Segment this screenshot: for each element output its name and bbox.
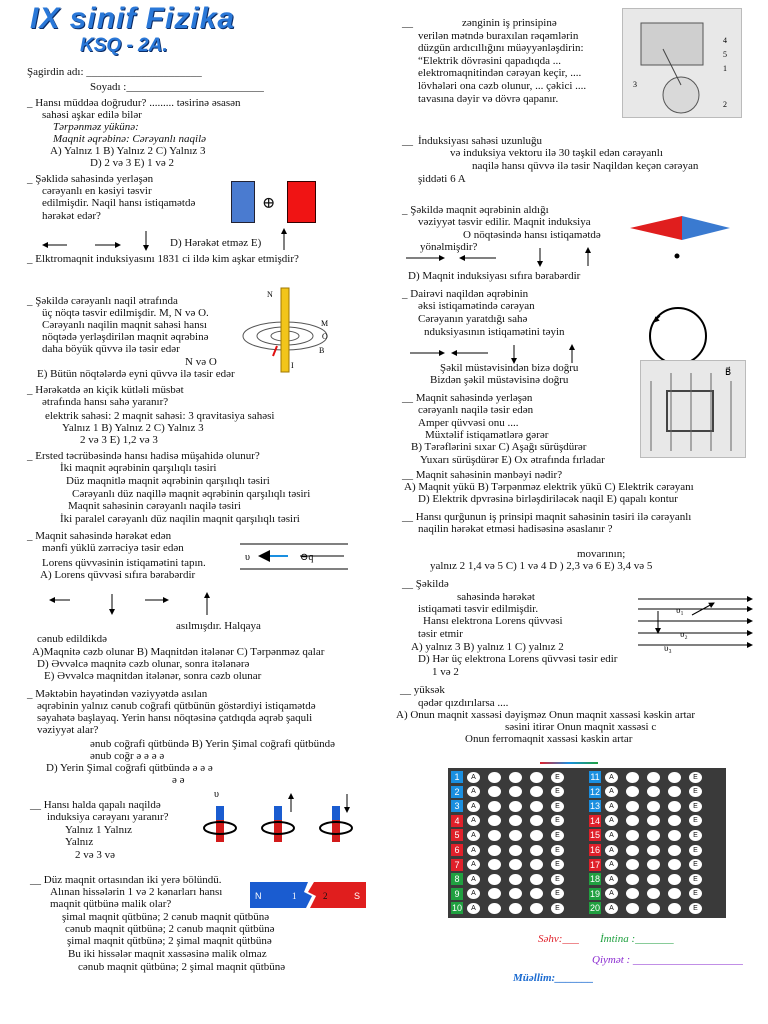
answer-number: 20 — [589, 903, 600, 914]
q1-text: _ Hansı müddəa doğrudur? ......... təsirinə əsasən — [27, 97, 241, 109]
q4-text: Cərəyanlı naqilin maqnit sahəsi hansı — [42, 319, 207, 331]
q18-answers: yalnız 2 1,4 və 5 C) 1 və 4 D ) 2,3 və 6 E) 3,4 və 5 — [430, 560, 653, 572]
muellim-label: Müəllim:_______ — [513, 972, 594, 984]
answer-bubble[interactable]: E — [551, 772, 564, 783]
q15-text: əksi istiqamətində cərəyan — [418, 300, 535, 312]
q13-text: şiddəti 6 A — [418, 173, 466, 185]
answer-bubble[interactable] — [668, 903, 681, 914]
split-magnet — [250, 882, 368, 908]
worksheet-title: IX sinif Fizika — [30, 2, 236, 35]
answer-bubble[interactable] — [647, 845, 660, 856]
answer-bubble[interactable]: E — [551, 888, 564, 899]
svg-text:1: 1 — [723, 64, 727, 73]
q13-text: və induksiya vektoru ilə 30 təşkil edən cərəyanlı — [450, 147, 663, 159]
q18-text: movarının; — [577, 548, 626, 560]
answer-bubble[interactable]: A — [467, 801, 480, 812]
q4-answer: E) Bütün nöqtələrdə eyni qüvvə ilə təsir edər — [37, 368, 235, 380]
compass-needle — [630, 212, 730, 262]
answer-bubble[interactable]: A — [467, 859, 480, 870]
answer-bubble[interactable]: E — [551, 801, 564, 812]
q16-text: cərəyanlı naqilə təsir edən — [418, 404, 534, 416]
answer-number: 8 — [451, 873, 463, 885]
answer-bubble[interactable]: E — [689, 830, 702, 841]
answer-bubble[interactable] — [668, 772, 681, 783]
answer-bubble[interactable] — [626, 874, 639, 885]
answer-bubble[interactable] — [530, 845, 543, 856]
svg-text:υ: υ — [245, 552, 250, 563]
answer-bubble[interactable] — [488, 830, 501, 841]
magnet-blue — [231, 181, 255, 223]
answer-bubble[interactable]: E — [689, 859, 702, 870]
q1-answers: A) Yalnız 1 B) Yalnız 2 C) Yalnız 3 — [50, 145, 206, 157]
q12-text: elektromaqnitindən cərəyan keçir, .... — [418, 67, 582, 79]
answer-bubble[interactable] — [509, 801, 522, 812]
q16-answers: Yuxarı sürüşdürər E) Ox ətrafında fırladar — [420, 454, 605, 466]
q19-text: sahəsində hərəkət — [457, 591, 535, 603]
q20-answers: səsini itirər Onun maqnit xassəsi c — [505, 721, 657, 733]
answer-bubble[interactable]: E — [551, 830, 564, 841]
answer-bubble[interactable] — [488, 815, 501, 826]
q20-text: qədər qızdırılarsa .... — [418, 697, 509, 709]
q7-answer: A) Lorens qüvvəsi sıfıra bərabərdir — [40, 569, 196, 581]
answer-bubble[interactable] — [488, 845, 501, 856]
q2-text: _ Şəklidə sahəsində yerləşən — [27, 173, 154, 185]
answer-number: 4 — [451, 815, 463, 827]
answer-number: 12 — [589, 786, 600, 797]
q11-option: cənub maqnit qütbünə; 2 cənub maqnit qütbünə — [65, 923, 275, 935]
q11-text: __ Düz maqnit ortasından iki yerə bölündü. — [30, 874, 222, 886]
bell-photo — [622, 8, 742, 118]
q6-option: Düz maqnitlə maqnit əqrəbinin qarşılıqlı təsiri — [66, 475, 270, 487]
answer-bubble[interactable]: A — [605, 874, 618, 885]
q20-answers: Onun ferromaqnit xassəsi kəskin artar — [465, 733, 633, 745]
q19-text: __ Şəkildə — [402, 578, 449, 590]
answer-bubble[interactable]: E — [689, 903, 702, 914]
q18-text: __ Hansı qurğunun iş prinsipi maqnit sahəsinin təsiri ilə cərəyanlı — [402, 511, 692, 523]
q16-text: Amper qüvvəsi onu .... — [418, 417, 519, 429]
answer-bubble[interactable] — [530, 903, 543, 914]
answer-number: 13 — [589, 801, 600, 812]
answer-bubble[interactable]: E — [689, 888, 702, 899]
answer-bubble[interactable] — [509, 815, 522, 826]
answer-bubble[interactable] — [488, 772, 501, 783]
answer-bubble[interactable]: E — [551, 859, 564, 870]
q12-text: lövhələri ona cəzb olunur, ... çəkici .... — [418, 80, 587, 92]
answer-bubble[interactable] — [488, 888, 501, 899]
q15-text: Cərəyanın yaratdığı sahə — [418, 313, 528, 325]
answer-bubble[interactable] — [647, 830, 660, 841]
answer-bubble[interactable] — [626, 903, 639, 914]
answer-bubble[interactable] — [488, 859, 501, 870]
q15-arrows — [408, 343, 588, 365]
svg-text:υ₃: υ₃ — [664, 643, 672, 653]
answer-number: 6 — [451, 844, 463, 856]
student-name-label: Şagirdin adı: _____________________ — [27, 66, 202, 78]
q14-text: vəziyyət təsvir edilir. Maqnit induksiya — [418, 216, 591, 228]
answer-bubble[interactable] — [626, 845, 639, 856]
svg-text:2: 2 — [723, 100, 727, 109]
q5-answers: Yalnız 1 B) Yalnız 2 C) Yalnız 3 — [62, 422, 204, 434]
answer-bubble[interactable] — [488, 903, 501, 914]
q19-text: istiqaməti təsvir edilmişdir. — [418, 603, 539, 615]
answer-bubble[interactable] — [509, 772, 522, 783]
answer-number: 17 — [589, 859, 600, 870]
answer-bubble[interactable] — [530, 786, 543, 797]
answer-bubble[interactable] — [530, 815, 543, 826]
svg-text:N: N — [267, 290, 273, 299]
answer-bubble[interactable] — [626, 815, 639, 826]
q16-option: Müxtəlif istiqamətlərə gərər — [425, 429, 549, 441]
q10-text: __ Hansı halda qapalı naqildə — [30, 799, 161, 811]
q9-answers: ənub coğrafi qütbündə B) Yerin Şimal coğrafi qütbündə — [90, 738, 336, 750]
current-wire-diagram — [237, 284, 347, 374]
sehv-label: Səhv:___ — [538, 933, 579, 945]
answer-bubble[interactable]: A — [605, 888, 618, 899]
q11-option: şimal maqnit qütbünə; 2 şimal maqnit qütbünə — [67, 935, 272, 947]
answer-bubble[interactable]: A — [467, 772, 480, 783]
answer-bubble[interactable] — [647, 859, 660, 870]
answer-bubble[interactable]: A — [467, 874, 480, 885]
q9-text: əqrəbinin yalnız cənub coğrafi qütbünün göstərdiyi istiqamətdə — [37, 700, 316, 712]
q9-answers: ənub coğr ə ə ə ə — [90, 750, 165, 762]
answer-bubble[interactable] — [668, 874, 681, 885]
q16-text: __ Maqnit sahəsində yerləşən — [402, 392, 533, 404]
q14-text: _ Şəkildə maqnit əqrəbinin aldığı — [402, 204, 549, 216]
q6-option: Maqnit sahəsinin cərəyanlı naqilə təsiri — [68, 500, 241, 512]
answer-bubble[interactable] — [668, 888, 681, 899]
answer-bubble[interactable]: A — [605, 801, 618, 812]
answer-bubble[interactable]: E — [689, 815, 702, 826]
answer-bubble[interactable]: A — [605, 830, 618, 841]
svg-text:M: M — [321, 319, 329, 328]
answer-number: 19 — [589, 888, 600, 899]
q4-text: _ Şəkildə cərəyanlı naqil ətrafında — [27, 295, 178, 307]
answer-sheet — [448, 768, 726, 918]
answer-bubble[interactable]: A — [605, 903, 618, 914]
svg-text:B⃗: B⃗ — [725, 367, 732, 377]
svg-text:O: O — [322, 332, 328, 341]
lorentz-diagram — [240, 540, 350, 575]
induction-rings — [196, 788, 366, 850]
q12-text: düzgün ardıcıllığını müəyyənləşdirin: — [418, 42, 584, 54]
answer-bubble[interactable] — [488, 874, 501, 885]
q7-arrows — [40, 590, 240, 620]
answer-bubble[interactable] — [530, 801, 543, 812]
q11-text: Alınan hissələrin 1 və 2 kənarları hansı — [50, 886, 223, 898]
answer-number: 1 — [451, 771, 463, 783]
answer-bubble[interactable] — [530, 772, 543, 783]
q5-answers: 2 və 3 E) 1,2 və 3 — [80, 434, 158, 446]
q8-answers: E) Əvvəlcə maqnitdən itələnər, sonra cəzb olunar — [44, 670, 262, 682]
q14-text: O nöqtəsində hansı istiqamətdə — [463, 229, 601, 241]
q19-answers: D) Hər üç elektrona Lorens qüvvəsi təsir edir — [418, 653, 618, 665]
q19-text: Hansı elektrona Lorens qüvvəsi — [423, 615, 563, 627]
answer-number: 14 — [589, 815, 600, 826]
answer-bubble[interactable] — [668, 786, 681, 797]
answer-bubble[interactable] — [626, 888, 639, 899]
q15-text: nduksiyasının istiqamətini təyin — [424, 326, 565, 338]
electron-velocity-diagram — [634, 595, 754, 655]
svg-text:⊖q: ⊖q — [300, 552, 314, 563]
answer-bubble[interactable] — [647, 874, 660, 885]
answer-bubble[interactable] — [668, 859, 681, 870]
q11-option: şimal maqnit qütbünə; 2 cənub maqnit qütbünə — [62, 911, 270, 923]
q4-text: üç nöqtə təsvir edilmişdir. M, N və O. — [42, 307, 209, 319]
answer-bubble[interactable]: A — [605, 815, 618, 826]
svg-text:3: 3 — [633, 80, 637, 89]
answer-bubble[interactable] — [668, 815, 681, 826]
answer-number: 7 — [451, 859, 463, 871]
q6-option: İki paralel cərəyanlı düz naqilin maqnit qarşılıqlı təsiri — [60, 513, 300, 525]
answer-number: 2 — [451, 786, 463, 798]
answer-number: 15 — [589, 830, 600, 841]
q10-answers: Yalnız 1 Yalnız — [65, 824, 133, 836]
answer-bubble[interactable] — [647, 888, 660, 899]
q12-text: “Elektrik dövrəsini qapadıqda ... — [418, 55, 561, 67]
answer-bubble[interactable] — [668, 845, 681, 856]
q4-text: nöqtədə yerləşdirilən maqnit əqrəbinə — [42, 331, 209, 343]
q13-text: İnduksiyası sahəsi uzunluğu — [418, 135, 543, 147]
answer-bubble[interactable]: E — [551, 786, 564, 797]
q9-text: səyahətə başlayaq. Yerin hansı nöqtəsinə çatdıqda əqrəb şaquli — [37, 712, 313, 724]
q11-text: maqnit qütbünə malik olar? — [50, 898, 172, 910]
q14-text: yönəlmişdir? — [420, 241, 478, 253]
answer-bubble[interactable]: E — [689, 772, 702, 783]
answer-bubble[interactable] — [509, 786, 522, 797]
answer-bubble[interactable] — [488, 786, 501, 797]
q6-option: Cərəyanlı düz naqillə maqnit əqrəbinin qarşılıqlı təsiri — [72, 488, 311, 500]
q9-answers: ə ə — [172, 774, 185, 786]
answer-bubble[interactable]: E — [689, 801, 702, 812]
answer-bubble[interactable]: A — [467, 830, 480, 841]
answer-bubble[interactable]: A — [467, 815, 480, 826]
answer-bubble[interactable] — [647, 903, 660, 914]
cross-current-icon: ⊕ — [262, 195, 276, 212]
student-surname-label: Soyadı :_________________________ — [90, 81, 264, 93]
q2-answers: D) Hərəkət etməz E) — [170, 237, 262, 249]
answer-number: 18 — [589, 874, 600, 885]
q12-text: tavasına dəyir və dövrə qapanır. — [418, 93, 559, 105]
q4-text: daha böyük qüvvə ilə təsir edər — [42, 343, 180, 355]
q17-answers: D) Elektrik dpvrəsinə birləşdiriləcək naqil E) qapalı kontur — [418, 493, 678, 505]
q10-answers: Yalnız — [65, 836, 94, 848]
q17-text: __ Maqnit sahəsinin mənbəyi nədir? — [402, 469, 563, 481]
answer-bubble[interactable]: A — [467, 888, 480, 899]
q5-text: _ Hərəkətdə ən kiçik kütləli müsbət — [27, 384, 184, 396]
answer-bubble[interactable]: A — [605, 845, 618, 856]
q4-answer: N və O — [185, 356, 217, 368]
q2-text: hərəkət edər? — [42, 210, 101, 222]
ampere-frame-photo — [640, 360, 746, 458]
q18-text: naqilin hərəkət etməsi hadisəsinə əsaslanır ? — [418, 523, 613, 535]
answer-bubble[interactable]: A — [605, 786, 618, 797]
q10-answers: 2 və 3 və — [75, 849, 116, 861]
svg-text:2: 2 — [323, 891, 328, 901]
imtina-label: İmtina :_______ — [600, 933, 674, 945]
answer-number: 10 — [451, 903, 462, 914]
answer-bubble[interactable] — [647, 815, 660, 826]
svg-text:1: 1 — [292, 891, 297, 901]
answer-number: 16 — [589, 845, 600, 855]
q7-text: _ Maqnit sahəsində hərəkət edən — [27, 530, 172, 542]
q1-answers: D) 2 və 3 E) 1 və 2 — [90, 157, 175, 169]
q5-options: elektrik sahəsi: 2 maqnit sahəsi: 3 qravitasiya sahəsi — [45, 410, 275, 422]
answer-bubble[interactable] — [509, 830, 522, 841]
answer-bubble[interactable] — [647, 772, 660, 783]
q8-answers: D) Əvvəlcə maqnitə cəzb olunar, sonra itələnərə — [37, 658, 250, 670]
answer-bubble[interactable]: E — [689, 845, 702, 856]
answer-bubble[interactable]: E — [551, 874, 564, 885]
q2-text: edilmişdir. Naqil hansı istiqamətdə — [42, 197, 196, 209]
q20-text: __ yüksək — [400, 684, 445, 696]
answer-bubble[interactable]: A — [467, 903, 480, 914]
answer-bubble[interactable] — [509, 903, 522, 914]
q19-text: təsir etmir — [418, 628, 463, 640]
answer-number: 5 — [451, 829, 463, 841]
magnet-red — [287, 181, 316, 223]
answer-bubble[interactable]: A — [467, 786, 480, 797]
answer-bubble[interactable] — [530, 830, 543, 841]
answer-bubble[interactable] — [626, 772, 639, 783]
answer-number: 11 — [590, 772, 600, 782]
q13-text: __ — [402, 135, 413, 147]
q11-option: cənub maqnit qütbünə; 2 şimal maqnit qütbünə — [78, 961, 286, 973]
q12-text: zənginin iş prinsipinə — [462, 17, 557, 29]
q16-answers: B) Tərəflərini sıxar C) Aşağı sürüşdürər — [411, 441, 587, 453]
q20-answers: A) Onun maqnit xassəsi dəyişməz Onun maqnit xassəsi kəskin artar — [396, 709, 696, 721]
q13-text: naqilə hansı qüvvə ilə təsir Naqildən keçən cərəyan — [472, 160, 699, 172]
answer-bubble[interactable] — [530, 859, 543, 870]
q6-text: _ Ersted təcrübəsində hansı hadisə müşahidə olunur? — [27, 450, 260, 462]
svg-text:υ₂: υ₂ — [680, 629, 688, 639]
q15-option: Bizdən şəkil müstəvisinə doğru — [430, 374, 569, 386]
answer-bubble[interactable] — [626, 801, 639, 812]
answer-bubble[interactable] — [530, 888, 543, 899]
q12-dash: __ — [402, 17, 413, 29]
svg-text:B: B — [319, 346, 325, 355]
svg-text:I: I — [291, 361, 294, 370]
answer-number: 3 — [451, 800, 463, 812]
q8-answers: A)Maqnitə cəzb olunar B) Maqnitdən itələnər C) Tərpənməz qalar — [32, 646, 325, 658]
q19-answers: A) yalnız 3 B) yalnız 1 C) yalnız 2 — [411, 641, 564, 653]
answer-bubble[interactable] — [647, 786, 660, 797]
svg-text:υ: υ — [214, 789, 219, 800]
q1-text: sahəsi aşkar edilə bilər — [42, 109, 142, 121]
q9-answers: D) Yerin Şimal coğrafi qütbündə ə ə ə — [46, 762, 213, 774]
svg-text:4: 4 — [723, 36, 727, 45]
q1-option: Tərpənməz yükünə: — [53, 121, 139, 133]
q14-arrows — [404, 246, 624, 268]
q10-text: induksiya cərəyanı yaranır? — [47, 811, 169, 823]
answer-bubble[interactable] — [488, 801, 501, 812]
q14-answer: D) Maqnit induksiyası sıfıra bərabərdir — [408, 270, 581, 282]
answer-bubble[interactable]: E — [551, 845, 564, 856]
answer-bubble[interactable] — [530, 874, 543, 885]
q15-text: _ Dairəvi naqildən əqrəbinin — [402, 288, 529, 300]
q17-answers: A) Maqnit yükü B) Tərpənməz elektrik yükü C) Elektrik cərəyanı — [404, 481, 694, 493]
answer-bubble[interactable] — [668, 801, 681, 812]
answer-bubble[interactable]: A — [605, 859, 618, 870]
worksheet-subtitle: KSQ - 2A. — [80, 35, 168, 56]
answer-bubble[interactable] — [626, 859, 639, 870]
answer-bubble[interactable]: E — [551, 815, 564, 826]
q2-text: cərəyanlı en kəsiyi təsvir — [42, 185, 152, 197]
q12-text: verilən mətndə buraxılan rəqəmlərin — [418, 30, 579, 42]
answer-bubble[interactable] — [647, 801, 660, 812]
svg-text:υ₁: υ₁ — [676, 605, 684, 615]
answer-bubble[interactable]: E — [689, 874, 702, 885]
q8-text: cənub edildikdə — [37, 633, 107, 645]
qiymet-label: Qiymət : ____________________ — [592, 954, 743, 966]
svg-text:S: S — [354, 891, 361, 901]
answer-bubble[interactable] — [509, 859, 522, 870]
answer-bubble[interactable] — [626, 786, 639, 797]
q6-option: İki maqnit əqrəbinin qarşılıqlı təsiri — [60, 462, 217, 474]
q9-text: _ Məktəbin həyətindən vəziyyətdə asılan — [27, 688, 208, 700]
svg-text:5: 5 — [723, 50, 727, 59]
answer-bubble[interactable]: A — [605, 772, 618, 783]
q19-answers: 1 və 2 — [432, 666, 459, 678]
q3-text: _ Elktromaqnit induksiyasını 1831 ci ildə kim aşkar etmişdir? — [27, 253, 299, 265]
answer-bubble[interactable] — [509, 888, 522, 899]
answer-bubble[interactable] — [626, 830, 639, 841]
q7-text: mənfi yüklü zərrəciyə təsir edən — [42, 542, 184, 554]
answer-sheet-stripe — [540, 762, 598, 764]
q9-text: vəziyyət alar? — [37, 724, 99, 736]
q11-option: Bu iki hissələr maqnit xassəsinə malik olmaz — [68, 948, 267, 960]
q5-text: ətrafında hansı sahə yaranır? — [42, 396, 169, 408]
answer-bubble[interactable]: E — [689, 786, 702, 797]
q15-option: Şəkil müstəvisindən bizə doğru — [440, 362, 579, 374]
svg-text:N: N — [255, 891, 262, 901]
answer-bubble[interactable] — [668, 830, 681, 841]
q1-option: Maqnit əqrəbinə: Cərəyanlı naqilə — [53, 133, 207, 145]
answer-bubble[interactable]: A — [467, 845, 480, 856]
q7-text: Lorens qüvvəsinin istiqamətini tapın. — [42, 557, 206, 569]
answer-bubble[interactable] — [509, 845, 522, 856]
answer-number: 9 — [451, 888, 463, 900]
answer-bubble[interactable] — [509, 874, 522, 885]
q8-text: asılmışdır. Halqaya — [176, 620, 261, 632]
answer-bubble[interactable]: E — [551, 903, 564, 914]
q2-arrows — [40, 226, 340, 256]
